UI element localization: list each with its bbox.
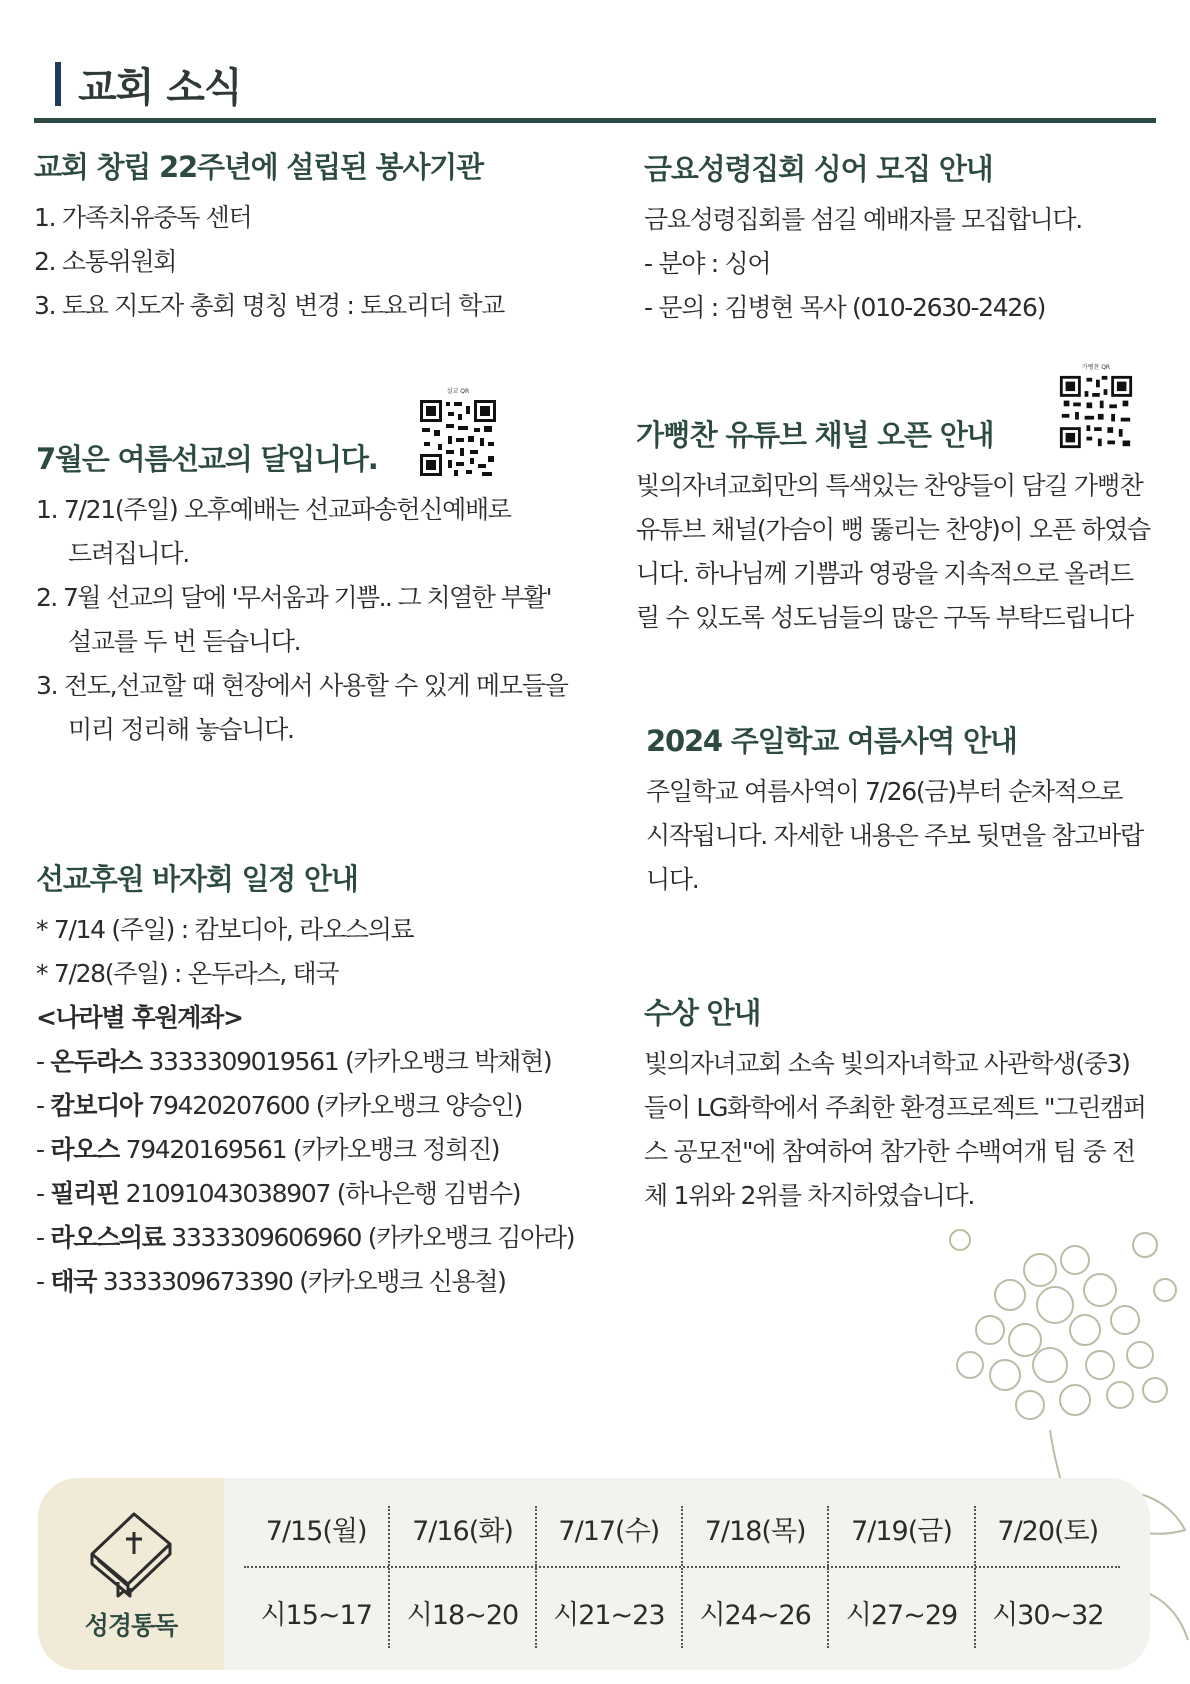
section-mission-month	[36, 440, 616, 752]
list-item: 체 1위와 2위를 차지하였습니다.	[644, 1181, 974, 1210]
list-item: 2. 소통위원회	[34, 247, 177, 276]
date-cell: 7/18(목)	[683, 1506, 829, 1566]
account-row: - 라오스의료 3333309606960 (카카오뱅크 김아라)	[36, 1223, 575, 1252]
account-detail: 3333309673390 (카카오뱅크 신용철)	[96, 1267, 506, 1296]
bible-reading-table	[244, 1506, 1120, 1648]
list-item: 니다.	[646, 865, 699, 894]
reading-cell: 시18~20	[390, 1568, 536, 1648]
page-header	[34, 58, 1156, 124]
list-item: 릴 수 있도록 성도님들의 많은 구독 부탁드립니다	[636, 603, 1133, 632]
date-cell: 7/17(수)	[537, 1506, 683, 1566]
section-singers	[644, 150, 1164, 330]
list-item: 3. 토요 지도자 총회 명칭 변경 : 토요리더 학교	[34, 291, 505, 320]
sermon-qr[interactable]	[418, 388, 498, 478]
account-country: 태국	[50, 1267, 97, 1296]
list-item: 1. 가족치유중독 센터	[34, 203, 252, 232]
list-item: 빛의자녀교회만의 특색있는 찬양들이 담길 가뻥찬	[636, 471, 1143, 500]
list-item: 드려집니다.	[68, 539, 189, 568]
section-title: 선교후원 바자회 일정 안내	[36, 862, 358, 896]
qr-code-icon	[418, 398, 498, 478]
account-row: - 태국 3333309673390 (카카오뱅크 신용철)	[36, 1267, 506, 1296]
reading-cell: 시21~23	[537, 1568, 683, 1648]
list-item: 금요성령집회를 섬길 예배자를 모집합니다.	[644, 205, 1082, 234]
qr-caption: 설교 QR	[446, 388, 470, 395]
reading-cell: 시27~29	[829, 1568, 975, 1648]
account-row: - 필리핀 21091043038907 (하나은행 김범수)	[36, 1179, 521, 1208]
title-accent-bar	[55, 62, 61, 106]
list-item: 빛의자녀교회 소속 빛의자녀학교 사관학생(중3)	[644, 1049, 1130, 1078]
section-bazaar	[36, 860, 636, 1304]
list-item: - 문의 : 김병현 목사 (010-2630-2426)	[644, 293, 1046, 322]
table-row	[244, 1568, 1120, 1648]
account-country: 필리핀	[50, 1179, 119, 1208]
bible-book-icon	[84, 1504, 178, 1598]
list-item: 2. 7월 선교의 달에 '무서움과 기쁨.. 그 치열한 부활'	[36, 583, 551, 612]
section-founding	[34, 148, 594, 328]
list-item: 3. 전도,선교할 때 현장에서 사용할 수 있게 메모들을	[36, 671, 568, 700]
account-row: - 온두라스 3333309019561 (카카오뱅크 박채현)	[36, 1047, 552, 1076]
date-cell: 7/16(화)	[390, 1506, 536, 1566]
youtube-qr[interactable]	[1058, 364, 1134, 450]
account-country: 라오스의료	[50, 1223, 165, 1252]
reading-cell: 시30~32	[992, 1600, 1104, 1631]
reading-cell: 시15~17	[244, 1568, 390, 1648]
qr-caption: 가뻥찬 QR	[1081, 364, 1111, 371]
list-item: 설교를 두 번 듣습니다.	[68, 627, 301, 656]
list-item: 주일학교 여름사역이 7/26(금)부터 순차적으로	[646, 777, 1123, 806]
account-country: 캄보디아	[50, 1091, 142, 1120]
section-award	[644, 994, 1164, 1218]
account-country: 라오스	[50, 1135, 119, 1164]
section-title: 7월은 여름선교의 달입니다.	[36, 442, 378, 476]
list-item: 들이 LG화학에서 주최한 환경프로젝트 "그린캠퍼	[644, 1093, 1146, 1122]
reading-cell: 시24~26	[683, 1568, 829, 1648]
account-row: - 캄보디아 79420207600 (카카오뱅크 양승인)	[36, 1091, 523, 1120]
table-row	[244, 1506, 1120, 1566]
schedule-item: * 7/14 (주일) : 캄보디아, 라오스의료	[36, 915, 414, 944]
bible-reading-panel	[38, 1478, 1150, 1670]
accounts-title: <나라별 후원계좌>	[36, 1003, 243, 1032]
account-detail: 3333309606960 (카카오뱅크 김아라)	[164, 1223, 575, 1252]
page-title: 교회 소식	[78, 65, 242, 111]
bible-reading-label: 성경통독	[84, 1611, 178, 1640]
list-item: 유튜브 채널(가슴이 뻥 뚫리는 찬양)이 오픈 하였습	[636, 515, 1150, 544]
account-detail: 79420207600 (카카오뱅크 양승인)	[141, 1091, 523, 1120]
qr-code-icon	[1058, 374, 1134, 450]
section-title: 금요성령집회 싱어 모집 안내	[644, 152, 993, 186]
account-country: 온두라스	[50, 1047, 142, 1076]
section-sunday-school	[646, 722, 1166, 902]
list-item: 시작됩니다. 자세한 내용은 주보 뒷면을 참고바랍	[646, 821, 1143, 850]
list-item: 니다. 하나님께 기쁨과 영광을 지속적으로 올려드	[636, 559, 1133, 588]
account-detail: 79420169561 (카카오뱅크 정희진)	[118, 1135, 500, 1164]
account-row: - 라오스 79420169561 (카카오뱅크 정희진)	[36, 1135, 500, 1164]
list-item: 1. 7/21(주일) 오후예배는 선교파송헌신예배로	[36, 495, 511, 524]
date-cell: 7/19(금)	[829, 1506, 975, 1566]
date-cell: 7/20(토)	[997, 1516, 1099, 1547]
list-item: - 분야 : 싱어	[644, 249, 771, 278]
section-title: 2024 주일학교 여름사역 안내	[646, 724, 1017, 758]
section-title: 수상 안내	[644, 996, 761, 1030]
account-detail: 3333309019561 (카카오뱅크 박채현)	[141, 1047, 552, 1076]
bible-reading-label-panel	[38, 1478, 224, 1670]
date-cell: 7/15(월)	[244, 1506, 390, 1566]
list-item: 스 공모전"에 참여하여 참가한 수백여개 팀 중 전	[644, 1137, 1135, 1166]
section-title: 교회 창립 22주년에 설립된 봉사기관	[34, 150, 483, 184]
schedule-item: * 7/28(주일) : 온두라스, 태국	[36, 959, 339, 988]
list-item: 미리 정리해 놓습니다.	[68, 715, 294, 744]
header-rule	[34, 118, 1156, 123]
section-title: 가뻥찬 유튜브 채널 오픈 안내	[636, 418, 994, 452]
account-detail: 21091043038907 (하나은행 김범수)	[118, 1179, 521, 1208]
